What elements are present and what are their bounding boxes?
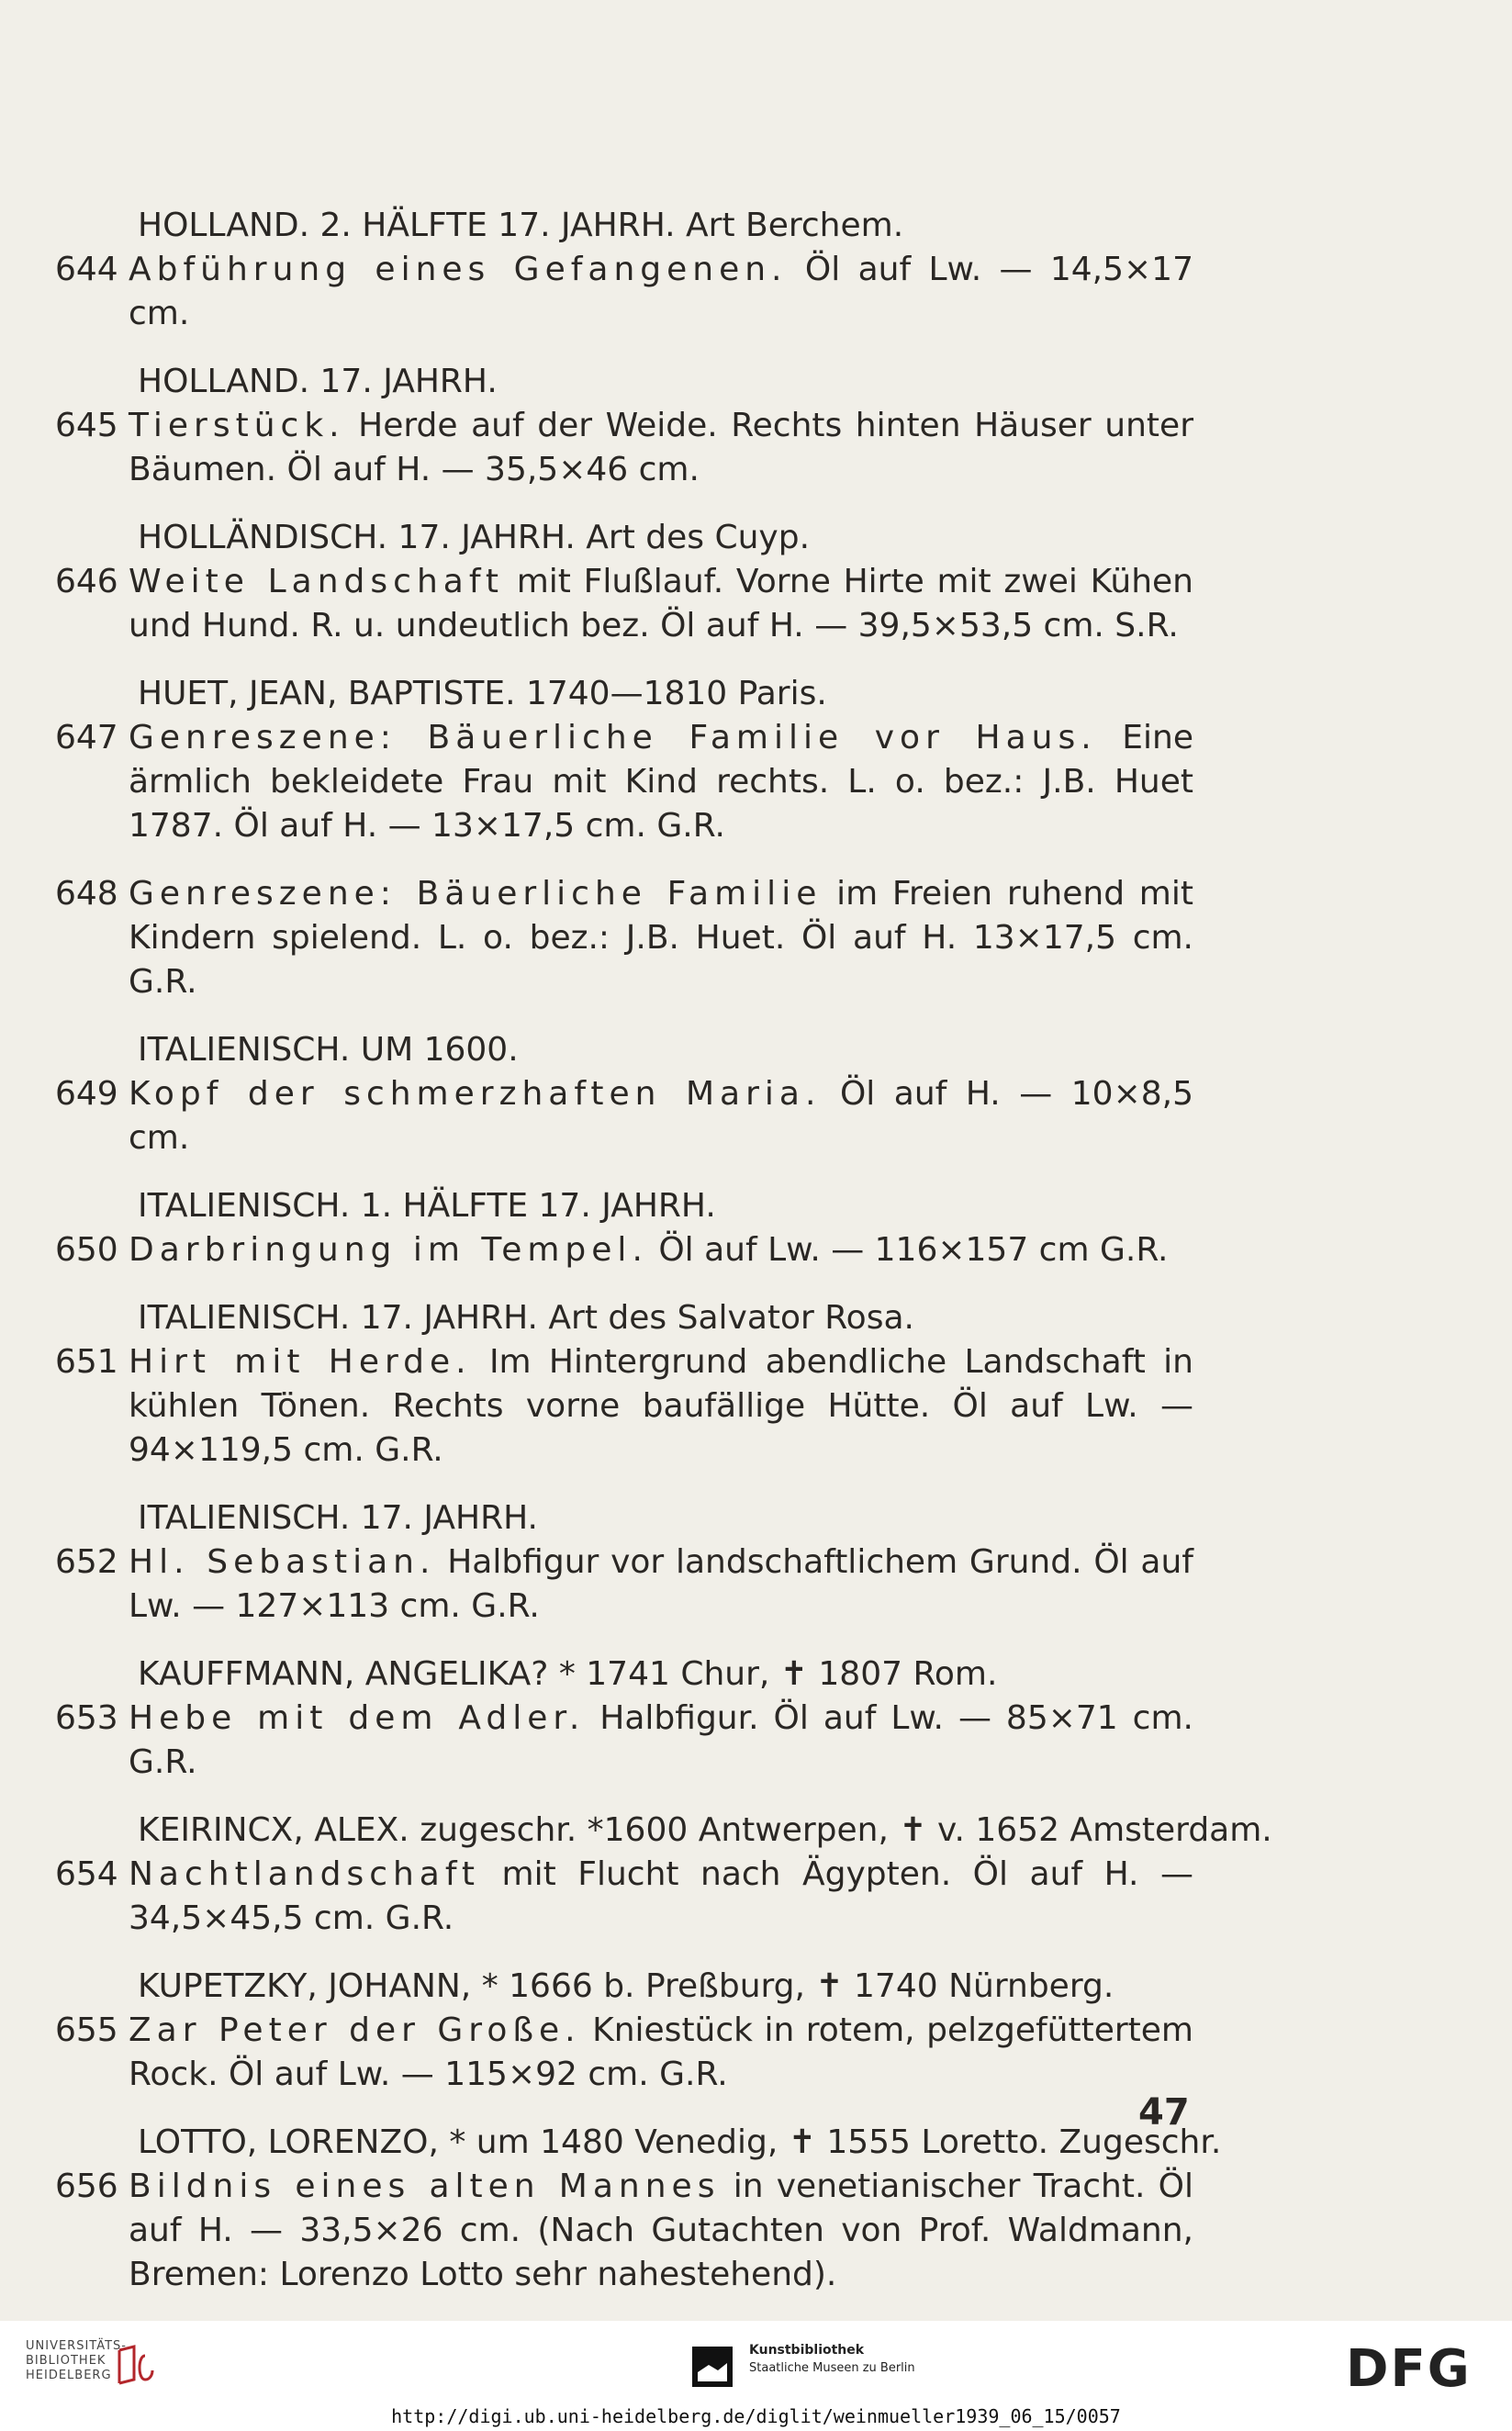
artwork-title: Genreszene: Bäuerliche Familie bbox=[129, 875, 823, 913]
page-url[interactable]: http://digi.ub.uni-heidelberg.de/diglit/weinmueller1939_06_15/0057 bbox=[0, 2405, 1512, 2431]
kunstbibliothek-subtitle: Staatliche Museen zu Berlin bbox=[749, 2361, 915, 2375]
artwork-details: Kniestück in rotem, pelzgefüttertem Rock. Öl auf Lw. — 115×92 cm. G.R. bbox=[129, 2011, 1193, 2093]
artist-header: KAUFFMANN, ANGELIKA? * 1741 Chur, ✝ 1807 Rom. bbox=[138, 1655, 998, 1693]
entry-description bbox=[55, 404, 1193, 492]
entry-description bbox=[55, 1853, 1193, 1941]
lot-number: 651 bbox=[55, 1343, 118, 1381]
entry-description bbox=[55, 1697, 1193, 1785]
artwork-details: Halbfigur. Öl auf Lw. — 85×71 cm. G.R. bbox=[129, 1699, 1193, 1781]
entry-description bbox=[55, 2009, 1193, 2097]
catalog-entry bbox=[55, 872, 1193, 1004]
artwork-title: Zar Peter der Große. bbox=[129, 2011, 581, 2049]
entry-description bbox=[55, 2165, 1193, 2297]
lot-number: 645 bbox=[55, 407, 118, 444]
artist-header: LOTTO, LORENZO, * um 1480 Venedig, ✝ 1555 Loretto. Zugeschr. bbox=[138, 2123, 1222, 2161]
catalog-entry bbox=[55, 672, 1193, 848]
lot-number: 648 bbox=[55, 875, 118, 913]
artwork-details: Öl auf H. — 10×8,5 cm. bbox=[129, 1075, 1193, 1157]
entry-description bbox=[55, 1340, 1193, 1473]
artwork-title: Tierstück. bbox=[129, 407, 345, 444]
artist-header: HUET, JEAN, BAPTISTE. 1740—1810 Paris. bbox=[138, 675, 827, 712]
artwork-details: Öl auf Lw. — 116×157 cm G.R. bbox=[658, 1231, 1169, 1269]
lot-number: 655 bbox=[55, 2011, 118, 2049]
dfg-logo[interactable]: DFG bbox=[1346, 2339, 1472, 2399]
kunstbibliothek-title: Kunstbibliothek bbox=[749, 2343, 865, 2358]
artist-header: HOLLAND. 17. JAHRH. bbox=[138, 363, 498, 400]
entry-description bbox=[55, 560, 1193, 648]
artwork-title: Hirt mit Herde. bbox=[129, 1343, 472, 1381]
catalog-entry bbox=[55, 1028, 1193, 1160]
catalog-entry bbox=[55, 1184, 1193, 1272]
artwork-title: Hl. Sebastian. bbox=[129, 1543, 436, 1581]
catalog-entry bbox=[55, 204, 1193, 336]
lot-number: 644 bbox=[55, 251, 118, 288]
artwork-title: Genreszene: Bäuerliche Familie vor Haus. bbox=[129, 719, 1097, 756]
entry-description bbox=[55, 872, 1193, 1004]
artwork-title: Hebe mit dem Adler. bbox=[129, 1699, 586, 1737]
artwork-details: Herde auf der Weide. Rechts hinten Häuser unter Bäumen. Öl auf H. — 35,5×46 cm. bbox=[129, 407, 1193, 488]
artwork-details: Halbfigur vor landschaftlichem Grund. Öl auf Lw. — 127×113 cm. G.R. bbox=[129, 1543, 1193, 1625]
catalog-entry bbox=[55, 1296, 1193, 1473]
university-mark-icon bbox=[112, 2343, 176, 2389]
lot-number: 650 bbox=[55, 1231, 118, 1269]
entry-description bbox=[55, 248, 1193, 336]
catalog-entry bbox=[55, 360, 1193, 492]
lot-number: 646 bbox=[55, 563, 118, 600]
lot-number: 652 bbox=[55, 1543, 118, 1581]
artwork-title: Nachtlandschaft bbox=[129, 1855, 481, 1893]
artist-header: KEIRINCX, ALEX. zugeschr. *1600 Antwerpen, ✝ v. 1652 Amsterdam. bbox=[138, 1811, 1272, 1849]
artwork-title: Kopf der schmerzhaften Maria. bbox=[129, 1075, 822, 1113]
artwork-title: Abführung eines Gefangenen. bbox=[129, 251, 788, 288]
artist-header: HOLLAND. 2. HÄLFTE 17. JAHRH. Art Berchem. bbox=[138, 207, 904, 244]
university-library-text: UNIVERSITÄTS- BIBLIOTHEK HEIDELBERG bbox=[26, 2339, 127, 2382]
artist-header: ITALIENISCH. UM 1600. bbox=[138, 1031, 519, 1069]
artwork-details: in venetianischer Tracht. Öl auf H. — 33,5×26 cm. (Nach Gutachten von Prof. Waldmann, Bremen: Lorenzo Lotto sehr nahestehend). bbox=[129, 2168, 1193, 2293]
entry-description bbox=[55, 1072, 1193, 1160]
catalog-entry bbox=[55, 516, 1193, 648]
artwork-details: mit Flucht nach Ägypten. Öl auf H. — 34,5×45,5 cm. G.R. bbox=[129, 1855, 1193, 1937]
lot-number: 649 bbox=[55, 1075, 118, 1113]
artwork-details: Im Hintergrund abendliche Landschaft in kühlen Tönen. Rechts vorne baufällige Hütte. Öl auf Lw. — 94×119,5 cm. G.R. bbox=[129, 1343, 1193, 1469]
artwork-title: Bildnis eines alten Mannes bbox=[129, 2168, 721, 2205]
catalog-entry bbox=[55, 1965, 1193, 2097]
artwork-details: im Freien ruhend mit Kindern spielend. L. o. bez.: J.B. Huet. Öl auf H. 13×17,5 cm. G.R. bbox=[129, 875, 1193, 1001]
entry-description bbox=[55, 1228, 1193, 1272]
artwork-details: Öl auf Lw. — 14,5×17 cm. bbox=[129, 251, 1193, 332]
artwork-details: mit Flußlauf. Vorne Hirte mit zwei Kühen und Hund. R. u. undeutlich bez. Öl auf H. — 39,5×53,5 cm. S.R. bbox=[129, 563, 1193, 644]
entry-description bbox=[55, 1540, 1193, 1629]
catalog-entry bbox=[55, 1809, 1272, 1941]
artist-header: KUPETZKY, JOHANN, * 1666 b. Preßburg, ✝ 1740 Nürnberg. bbox=[138, 1967, 1114, 2005]
kunstbibliothek-logo-icon[interactable] bbox=[690, 2345, 734, 2389]
entry-description bbox=[55, 716, 1193, 848]
lot-number: 656 bbox=[55, 2168, 118, 2205]
lot-number: 647 bbox=[55, 719, 118, 756]
footer-bar bbox=[0, 2321, 1512, 2405]
artwork-details: Eine ärmlich bekleidete Frau mit Kind rechts. L. o. bez.: J.B. Huet 1787. Öl auf H. — 13×17,5 cm. G.R. bbox=[129, 719, 1193, 845]
page-number: 47 bbox=[1138, 2091, 1190, 2134]
catalog-entry bbox=[55, 1652, 1193, 1785]
catalog-entry bbox=[55, 2121, 1222, 2297]
lot-number: 653 bbox=[55, 1699, 118, 1737]
artist-header: ITALIENISCH. 17. JAHRH. Art des Salvator Rosa. bbox=[138, 1299, 914, 1337]
artwork-title: Weite Landschaft bbox=[129, 563, 504, 600]
lot-number: 654 bbox=[55, 1855, 118, 1893]
artist-header: HOLLÄNDISCH. 17. JAHRH. Art des Cuyp. bbox=[138, 519, 811, 556]
artist-header: ITALIENISCH. 1. HÄLFTE 17. JAHRH. bbox=[138, 1187, 716, 1225]
catalog-text bbox=[55, 204, 1272, 2321]
catalog-entry bbox=[55, 1496, 1193, 1629]
artwork-title: Darbringung im Tempel. bbox=[129, 1231, 648, 1269]
artist-header: ITALIENISCH. 17. JAHRH. bbox=[138, 1499, 538, 1537]
